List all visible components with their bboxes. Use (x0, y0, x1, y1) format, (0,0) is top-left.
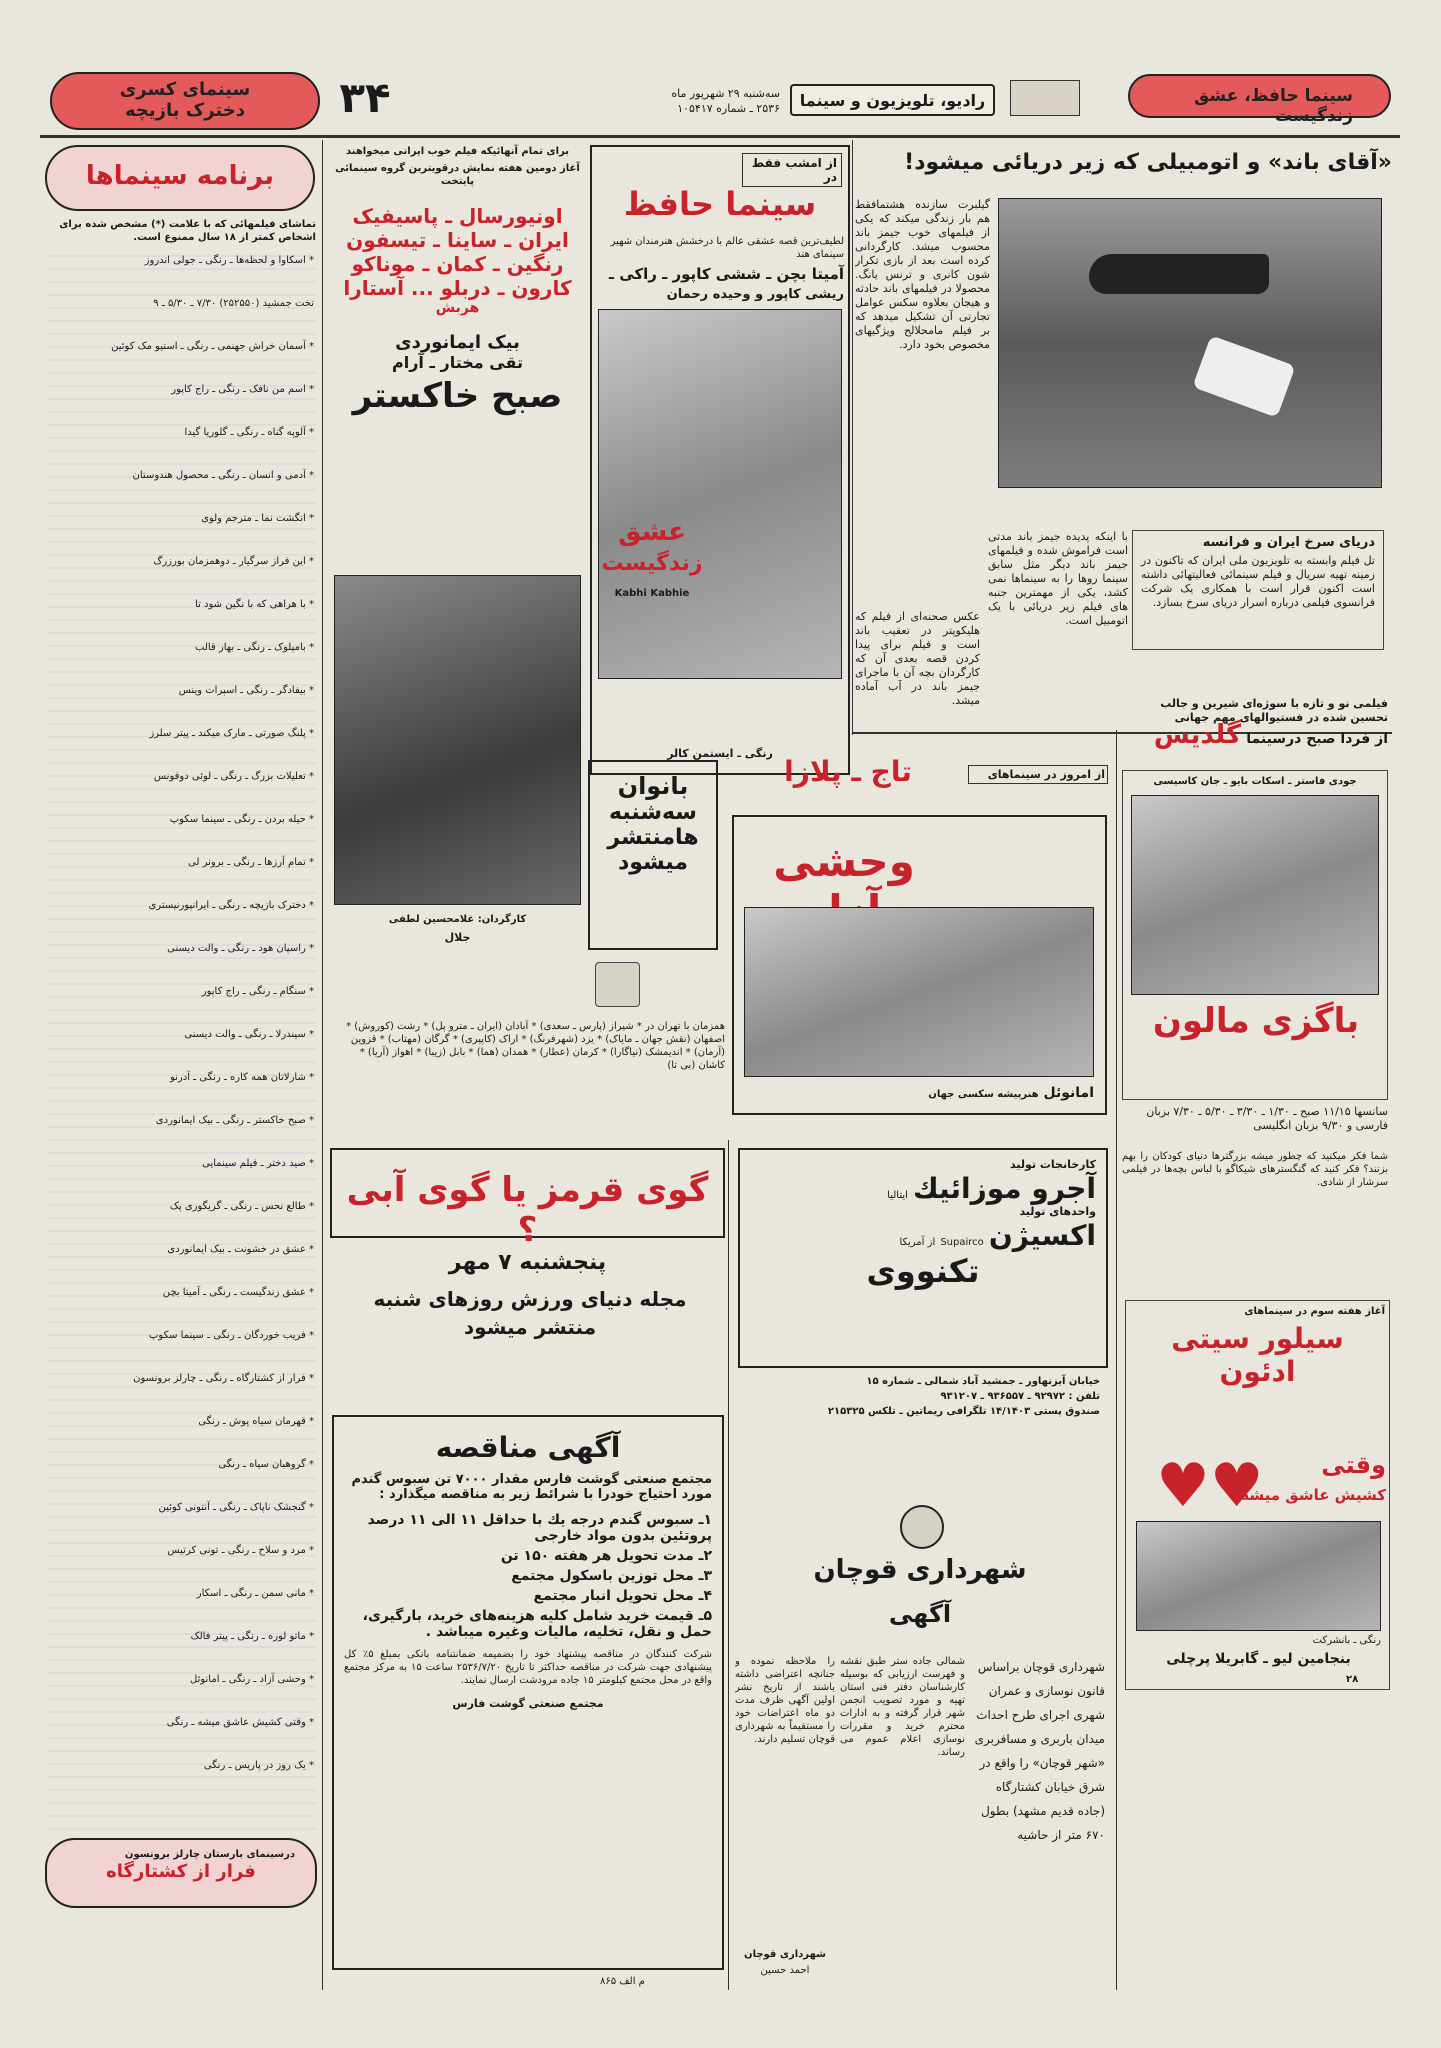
silver-city-badge: ۲۸ (1346, 1674, 1359, 1685)
program-listing-item: * تعلیلات بزرگ ـ رنگی ـ لوئی دوفونس (153, 771, 314, 782)
hafez-footer: رنگی ـ ایستمن کالر (667, 747, 773, 760)
program-listing-item: * آلوپه گناه ـ رنگی ـ گلوریا گیدا (184, 427, 314, 438)
program-listing-item: * گروهبان سیاه ـ رنگی (218, 1459, 314, 1470)
program-listing-item: * آدمی و انسان ـ رنگی ـ محصول هندوستان (132, 470, 314, 481)
heart-icon: ♥♥ (1156, 1451, 1264, 1521)
program-listing-item: * سیندرلا ـ رنگی ـ والت دیسنی (184, 1029, 314, 1040)
gladys-ad (1122, 770, 1388, 1100)
silver-city-credit: رنگی ـ بانشرکت (1312, 1635, 1381, 1646)
program-listing-item: * فرار از کشتارگاه ـ رنگی ـ چارلز برونسون (133, 1373, 314, 1384)
promo-actors: بیک ایمانوردی (395, 332, 520, 353)
promo-cinema-line4: کارون ـ دربلو ... آستارا (343, 276, 572, 300)
program-listing-item: * وحشی آزاد ـ رنگی ـ امانوئل (190, 1674, 314, 1685)
promo-line2: آغاز دومین هفته نمایش درقویترین گروه سینمائی پایتخت (335, 163, 580, 187)
program-listing-item: * دخترک بازیچه ـ رنگی ـ ایرانپورنیستری (148, 900, 314, 911)
wild-free-credit: هنرپیشه سکسی جهان (928, 1089, 1039, 1100)
tender-ad (332, 1415, 724, 1970)
gladys-cinema: گلدیس (1153, 720, 1242, 750)
tender-item-4: ۴ـ محل تحویل انبار مجتمع (533, 1588, 712, 1604)
header-left-banner-line1: سینمای کسری (119, 79, 251, 100)
wild-free-cinemas: تاج ـ پلازا (784, 755, 912, 788)
gladys-film: باگزی مالون (1152, 1001, 1360, 1041)
program-title: برنامه سینماها (85, 161, 275, 191)
women-line2: سه‌شنبه (609, 800, 697, 825)
promo-line1: برای تمام آنهائیکه فیلم خوب ایرانی میخواهند (345, 146, 569, 157)
women-box (588, 760, 718, 950)
agromozaik-brand2: اکسیژن (988, 1219, 1096, 1252)
program-footer-cinema: بارستان (203, 1849, 243, 1860)
column-rule-2 (728, 1140, 729, 1990)
hafez-desc: لطیف‌ترین قصه عشقی عالم با درخشش هنرمندان شهیر سینمای هند (610, 236, 844, 260)
program-listing-item: * مرد و سلاح ـ رنگی ـ تونی کرتیس (167, 1545, 314, 1556)
quchan-col2: شمالی جاده ستر طبق نقشه و فهرست ارزیابی که بوسیله کارشناسان دفتر فنی استان تهیه و مورد تصویب انجمن شهر قرار گرفته و به ادارات محترم خرید و مقررات نوسازی اعلام عموم می رساند. (840, 1656, 965, 1758)
hafez-lead-box (742, 153, 842, 187)
bond-sub-col: عکس صحنه‌ای از فیلم که هلیکوپتر در تعقیب باند است و فیلم برای پیدا کردن قصه بعدی آن که کارگردان بچه آن با ماجرای جیمز باند در آب آماده میشد. (855, 610, 980, 707)
header-left-banner-line2: دخترک بازیچه (125, 100, 245, 121)
promo-director: کارگردان: غلامحسین لطفی (388, 914, 527, 925)
agromozaik-company: تکنووی (866, 1252, 980, 1290)
tender-code: م الف ۸۶۵ (600, 1976, 645, 1987)
program-listing-item: * قهرمان سیاه پوش ـ رنگی (198, 1416, 314, 1427)
bond-caption: با اینکه پدیده جیمز باند مدتی است فراموش شده و فیلمهای جیمز باند دیگر مثل سابق سینما روها را به سینماها نمی کشد، یکی از مهمترین جنبه های فیلم زیر دریائی با یک اتومبیل است. (988, 530, 1128, 627)
agromozaik-pobox: صندوق پستی ۱۴/۱۴۰۳ تلگرافی ریماتین ـ تلکس ۲۱۵۳۲۵ (827, 1406, 1100, 1417)
women-logo (595, 962, 640, 1007)
program-listing-item: * یک روز در پاریس ـ رنگی (203, 1760, 314, 1771)
promo-cinema-line3: رنگین ـ کمان ـ موناکو (351, 252, 564, 276)
agromozaik-line2: واحدهای تولید (1019, 1205, 1096, 1218)
header-rule (40, 135, 1400, 138)
quchan-col3: را ملاحظه نموده و جنانچه اعتراضی داشته باشند از تاریخ نشر اولین آگهی ظرف مدت دو ماه اعتراضات خود را مستقیماً به شهرداری قوچان تسلیم دارند. (735, 1656, 835, 1745)
red-ball-tagline: مجله دنیای ورزش روزهای شنبه منتشر میشود (373, 1287, 687, 1339)
program-listing-item: * صید دختر ـ فیلم سینمایی (202, 1158, 314, 1169)
quchan-sign1: شهرداری قوچان (744, 1949, 826, 1960)
quchan-emblem (900, 1505, 944, 1549)
column-rule-4 (852, 140, 853, 735)
agromozaik-line1: کارخانجات تولید (1010, 1158, 1096, 1171)
promo-producer: جلال (444, 931, 471, 944)
quchan-col1: شهرداری قوچان براساس قانون نوسازی و عمران شهری اجرای طرح احداث میدان باربری و مسافربری «شهر قوچان» را واقع در شرق خیابان کشتارگاه (جاده قدیم مشهد) بطول ۶۷۰ متر از حاشیه (974, 1660, 1105, 1842)
program-listing-item: * وقتی کشیش عاشق میشه ـ رنگی (166, 1717, 314, 1728)
program-list (48, 250, 316, 1798)
program-listing-item: * عشق در خشونت ـ بیک ایمانوردی (167, 1244, 314, 1255)
agromozaik-brand2-row (740, 1219, 1106, 1252)
wild-free-star: امانوئل (1043, 1085, 1094, 1101)
red-sea-body: تل فیلم وابسته به تلویزیون ملی ایران که تاکنون در زمینه تهیه سریال و فیلم سینمائی فعالیتهائی داشته است اکنون قرار است با همکاری یک شرکت فرانسوی فیلمی درباره اسرار دریای سرخ بسازد. (1141, 554, 1375, 609)
program-listing-item: * پلنگ صورتی ـ مارک میکند ـ پیتر سلرز (149, 728, 314, 739)
gladys-intro: فیلمی نو و تازه با سوژه‌ای شیرین و جالب تحسین شده در فستیوالهای مهم جهانی (1160, 697, 1388, 724)
program-note: تماشای فیلمهائی که با علامت (*) مشخص شده برای اشخاص کمتر از ۱۸ سال ممنوع است. (59, 219, 316, 243)
gladys-times: سانسها ۱۱/۱۵ صبح ـ ۱/۳۰ ـ ۳/۳۰ ـ ۵/۳۰ ـ ۷/۳۰ بزبان فارسی و ۹/۳۰ بزبان انگلیسی (1146, 1105, 1388, 1132)
gladys-heading (1120, 720, 1388, 750)
page-number: ۳۴ (339, 73, 391, 122)
wild-free-photo (744, 907, 1094, 1077)
promo-ad (330, 145, 585, 975)
program-listing-item: * اسم من نافک ـ رنگی ـ راج کاپور (171, 384, 314, 395)
program-listing-item: تخت جمشید (۲۵۲۵۵۰) ۷/۳۰ ـ ۵/۳۰ ـ ۹ (153, 298, 314, 309)
red-sea-title: دریای سرخ ایران و فرانسه (1202, 535, 1375, 550)
header-section-title: رادیو، تلویزیون و سینما (799, 91, 986, 110)
wild-free-frame (732, 815, 1107, 1115)
tender-item-1: ۱ـ سبوس گندم درجه یك با حداقل ۱۱ الی ۱۱ درصد پروتئین بدون مواد خارجی (367, 1512, 712, 1544)
agromozaik-country1: ایتالیا (887, 1190, 908, 1201)
hafez-stars-bottom: ریشی کاپور و وحیده رحمان (666, 287, 844, 302)
women-line4: میشود (617, 850, 689, 875)
wild-free-star-line (744, 1085, 1094, 1101)
program-footer-film: فرار از کشتارگاه (106, 1861, 256, 1882)
silver-city-photo (1136, 1521, 1381, 1631)
wild-free-ad (728, 755, 1113, 1130)
tender-body: شرکت کنندگان در مناقصه پیشنهاد خود را بضمیمه ضمانتنامه بانکی بمبلغ ۵٪ کل پیشنهادی جهت شرکت در مناقصه حداکثر تا تاریخ ۲۵۳۶/۷/۲۰ ساعت ۱۵ به مرکز مجتمع واقع در محل مجتمع کیلومتر ۱۵ جاده مرودشت ارسال نمایند. (344, 1649, 712, 1686)
header-date-line2: ۲۵۳۶ ـ شماره ۱۰۵۴۱۷ (677, 102, 780, 115)
program-footer-label-row (47, 1840, 315, 1861)
bond-headline: «آقای باند» و اتومبیلی که زیر دریائی میشود! (904, 150, 1392, 175)
agromozaik-address: خیابان آیزنهاور ـ جمشید آباد شمالی ـ شماره ۱۵ (866, 1376, 1100, 1387)
agromozaik-phone: تلفن : ۹۲۹۷۲ ـ ۹۳۶۵۵۷ ـ ۹۳۱۲۰۷ (940, 1391, 1100, 1402)
program-listing-item: * عشق زندگیست ـ رنگی ـ آمیتا بچن (162, 1287, 314, 1298)
gladys-synopsis: شما فکر میکنید که چطور میشه بزرگترها دنیای کودکان را بهم بزنند؟ فکر کنید که گنگسترهای شیکاگو با لباس بچه‌ها در فیلمی سرشار از شادی. (1122, 1151, 1388, 1188)
program-footer (45, 1838, 317, 1908)
program-listing-item: * طالع نحس ـ رنگی ـ گریگوری پک (169, 1201, 314, 1212)
women-line3: هامنتشر (607, 825, 699, 850)
program-listing-item: * راسپان هود ـ رنگی ـ والت دیسنی (167, 943, 314, 954)
program-listing-item: * این فراز سرگیار ـ دوهمزمان بورزرگ (153, 556, 314, 567)
program-listings (48, 250, 316, 1830)
program-listing-item: * ماتو لوره ـ رنگی ـ پیتر فالک (190, 1631, 314, 1642)
header-date (600, 86, 780, 116)
quchan-title: شهرداری قوچان (813, 1555, 1027, 1585)
tender-item-3: ۳ـ محل توزین باسکول مجتمع (511, 1568, 712, 1584)
gladys-photo (1131, 795, 1379, 995)
program-listing-item: * بامپلوک ـ رنگی ـ بهار قالب (195, 642, 314, 653)
program-title-banner (45, 145, 315, 211)
hafez-title-fa-2: زندگیست (601, 551, 703, 576)
hafez-photo (598, 309, 842, 679)
program-listing-item: * آسمان خراش جهنمی ـ رنگی ـ استیو مک کوئین (111, 341, 314, 352)
program-listing-item: * فریب خوردگان ـ رنگی ـ سینما سکوپ (149, 1330, 314, 1341)
column-rule-1 (322, 140, 323, 1990)
program-listing-item: * سنگام ـ رنگی ـ راج کاپور (201, 986, 314, 997)
gladys-cast: جودی فاستر ـ اسکات بایو ـ جان کاسیسی (1153, 776, 1357, 787)
hafez-title-en: Kabhi Kabhie (614, 588, 690, 599)
wild-free-film: وحشی (773, 837, 915, 886)
gladys-lead: از فردا صبح درسینما (1246, 731, 1388, 747)
provincial-listing: همزمان با تهران در * شیراز (پارس ـ سعدی) * آبادان (ایران ـ مترو پل) * رشت (کوروش) * اصفهان (نقش جهان ـ مایاک) * یزد (شهرفرنگ) * اراک (کاپیری) * گرگان (مهتاب) * قزوین (آرمان) * اندیمشک (نیاگارا) * کرمان (عطار) * همدان (هما) * بابل (زیبا) * اهواز (آریا) * کاشان (بی تا) (346, 1021, 725, 1071)
red-ball-headline: گوی قرمز یا گوی آبی ؟ (346, 1170, 709, 1250)
bond-body: گیلبرت سازنده هشتمافقط هم بار زندگی میکند که یکی از فیلمهای خوب جیمز باند محسوب میشد. کارگردانی کرده است بعد از بازی تکرار شون کانری و ترنس یانگ. محصولا در فیلمهای باند حادثه و هیجان بعلاوه سکس عوامل تجارتی آن تشکیل میدهد که بر فیلم مامحلالح ویژگیهای مخصوص بخود دارد. (855, 198, 990, 351)
silver-city-cinema2: ادئون (1219, 1355, 1296, 1388)
agromozaik-ad (738, 1148, 1108, 1368)
promo-film: صبح خاکستر (352, 376, 563, 416)
header-date-line1: سه‌شنبه ۲۹ شهریور ماه (671, 87, 780, 100)
header-left-banner (50, 72, 320, 130)
agromozaik-brand2-en: Supairco (940, 1237, 984, 1248)
hafez-ad (590, 145, 850, 775)
silver-city-film-line1: وقتی (1321, 1451, 1386, 1479)
wild-free-lead-box (968, 765, 1108, 784)
program-listing-item: * اسکاوا و لحظه‌ها ـ رنگی ـ جولی اندروز (144, 255, 314, 266)
program-listing-item: * انگشت نما ـ مترجم ولوی (201, 513, 314, 524)
program-listing-item: * با هراهی که با نگین شود تا (195, 599, 314, 610)
program-listing-item: * گنجشک ناپاک ـ رنگی ـ آنتونی کوئین (158, 1502, 314, 1513)
tender-item-5: ۵ـ قیمت خرید شامل کلیه هزینه‌های خرید، بارگیری، حمل و نقل، تخلیه، مالیات وغیره میباشد . (362, 1608, 712, 1640)
promo-photo (334, 575, 581, 905)
program-listing-item: * بیفادگر ـ رنگی ـ اسپرات وینس (178, 685, 314, 696)
silver-city-ad (1125, 1300, 1390, 1690)
silver-city-cinema1: سیلور سیتی (1171, 1322, 1344, 1355)
promo-cinema-line1: اونیورسال ـ پاسیفیک (352, 204, 563, 228)
car-shape (1192, 335, 1295, 417)
silver-city-film-line2: کشیش عاشق میشه (1240, 1486, 1386, 1504)
helicopter-shape (1089, 254, 1269, 294)
quchan-sign2: احمد حسین (760, 1965, 810, 1976)
red-ball-ad (330, 1148, 725, 1250)
wild-free-lead: از امروز در سینماهای (987, 768, 1105, 781)
agromozaik-brand1-row (740, 1172, 1106, 1205)
tender-item-2: ۲ـ مدت تحویل هر هفته ۱۵۰ تن (500, 1548, 712, 1564)
tender-title: آگهی مناقصه (435, 1431, 621, 1464)
quchan-subtitle: آگهی (888, 1600, 952, 1628)
header-logo (1010, 80, 1080, 116)
header-section-title-box (790, 84, 995, 116)
column-rule-3 (1116, 730, 1117, 1990)
hafez-cinema: سینما حافظ (623, 185, 817, 223)
program-listing-item: * شارلاتان همه کاره ـ رنگی ـ آدرنو (169, 1072, 314, 1083)
promo-cinema-line2: ایران ـ ساینا ـ تیسفون (346, 228, 569, 252)
program-listing-item: * حیله بردن ـ رنگی ـ سینما سکوپ (169, 814, 314, 825)
hafez-stars-top: آمیتا بچن ـ ششی کاپور ـ راکی ـ (608, 265, 844, 283)
program-footer-label: درسینمای (246, 1849, 295, 1860)
program-listing-item: * مانی سمن ـ رنگی ـ اسکار (196, 1588, 314, 1599)
tender-intro: مجتمع صنعتی گوشت فارس مقدار ۷۰۰۰ تن سبوس گندم مورد احتیاج خودرا با شرائط زیر به مناقصه میگذارد : (351, 1472, 712, 1502)
hafez-lead: از امشب فقط در (751, 156, 837, 184)
promo-cinema-line5: هربش (435, 300, 480, 316)
program-listing-item: * تمام آرزها ـ رنگی ـ برونر لی (188, 857, 314, 868)
women-line1: بانوان (617, 772, 689, 800)
promo-actors2: تقی مختار ـ آرام (392, 353, 523, 372)
silver-city-stars: بنجامین لیو ـ گابریلا پرچلی (1166, 1651, 1351, 1667)
red-sea-box (1132, 530, 1384, 650)
hafez-title-fa-1: عشق (618, 517, 686, 547)
bond-photo (998, 198, 1382, 488)
header-right-banner (1128, 74, 1391, 126)
silver-city-lead: آغاز هفته سوم در سینماهای (1244, 1306, 1385, 1317)
agromozaik-country2: از آمریکا (899, 1237, 936, 1248)
program-listing-item: * صبح خاکستر ـ رنگی ـ بیک ایمانوردی (155, 1115, 314, 1126)
tender-signature: مجتمع صنعتی گوشت فارس (452, 1697, 604, 1710)
header-right-banner-text: سینما حافظ، عشق زندگیست (1194, 86, 1353, 126)
red-ball-date: پنجشنبه ۷ مهر (448, 1250, 607, 1275)
agromozaik-brand1: آجرو موزائیك (913, 1172, 1096, 1205)
program-footer-star: چارلز برونسون (124, 1849, 201, 1860)
